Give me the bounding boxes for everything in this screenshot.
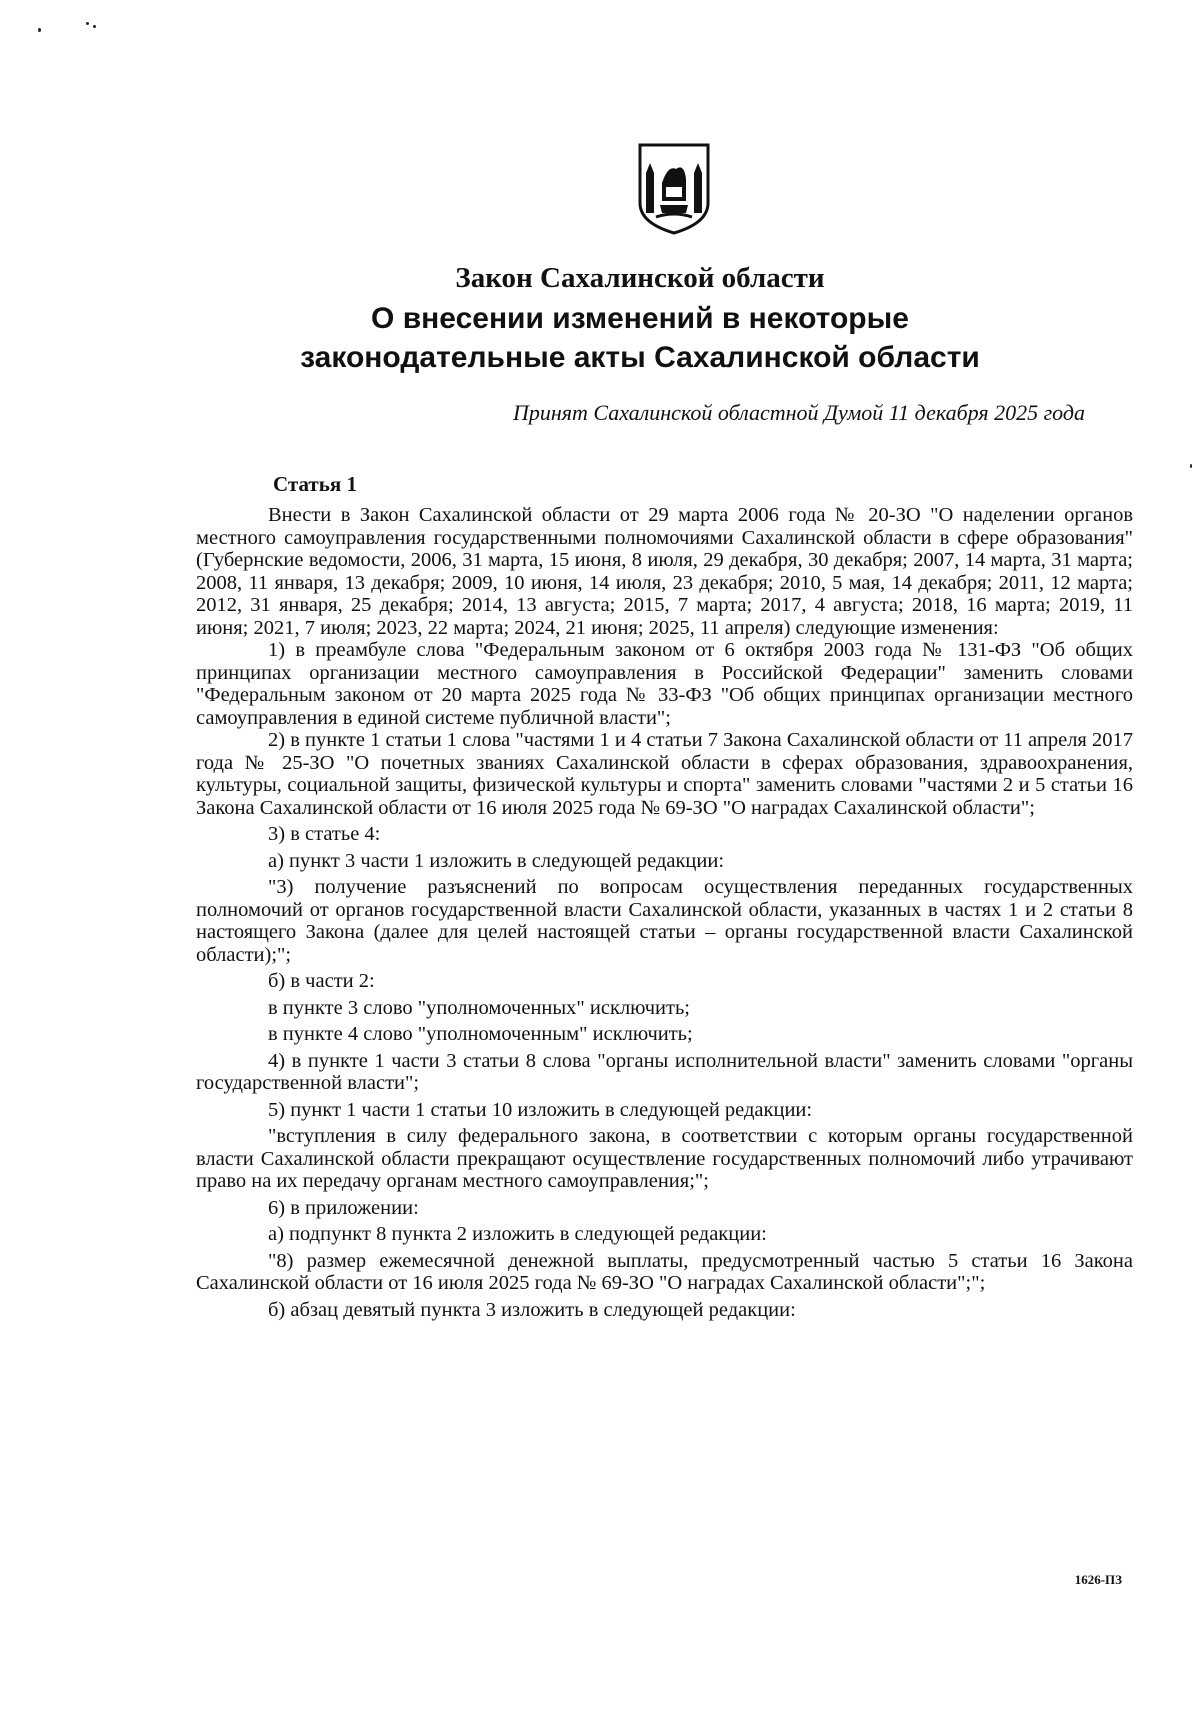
paragraph: в пункте 4 слово "уполномоченным" исключить;: [268, 1023, 693, 1045]
law-subtitle-line1: О внесении изменений в некоторые: [371, 302, 909, 335]
law-title: Закон Сахалинской области: [455, 262, 825, 294]
article-heading: Статья 1: [273, 472, 357, 496]
article-body: [196, 504, 1133, 1321]
paragraph: в пункте 3 слово "уполномоченных" исключить;: [268, 996, 691, 1019]
paragraph: "3) получение разъяснений по вопросам осуществления переданных государственных полномочий от органов государственной власти Сахалинской области, указанных в частях 1 и 2 статьи 8 настоящего Закона (далее для целей настоящей статьи – органы государственной власти Сахалинской области);";: [196, 876, 1133, 966]
paragraph: б) в части 2:: [268, 970, 375, 992]
paragraph: 6) в приложении:: [268, 1196, 419, 1219]
paragraph: 2) в пункте 1 статьи 1 слова "частями 1 и 4 статьи 7 Закона Сахалинской области от 11 апреля 2017 года № 25-ЗО "О почетных званиях Сахалинской области в сферах образования, здравоохранения, культуры, социальной защиты, физической культуры и спорта" заменить словами "частями 2 и 5 статьи 16 Закона Сахалинской области от 16 июля 2025 года № 69-ЗО "О наградах Сахалинской области";: [196, 729, 1133, 819]
paragraph: "8) размер ежемесячной денежной выплаты, предусмотренный частью 5 статьи 16 Закона Сахалинской области от 16 июля 2025 года № 69-ЗО "О наградах Сахалинской области";";: [196, 1249, 1133, 1294]
paragraph: б) абзац девятый пункта 3 изложить в следующей редакции:: [268, 1298, 796, 1321]
paragraph: а) пункт 3 части 1 изложить в следующей редакции:: [268, 849, 725, 872]
paragraph: 3) в статье 4:: [268, 823, 381, 845]
law-subtitle-line2: законодательные акты Сахалинской области: [300, 341, 980, 374]
scan-speck: [1190, 464, 1192, 468]
paragraph: Внести в Закон Сахалинской области от 29 марта 2006 года № 20-ЗО "О наделении органов местного самоуправления государственными полномочиями Сахалинской области в сфере образования" (Губернские ведомости, 2006, 31 марта, 15 июня, 8 июля, 29 декабря, 30 декабря; 2007, 14 марта, 31 марта; 2008, 11 января, 13 декабря; 2009, 10 июня, 14 июля, 23 декабря; 2010, 5 мая, 14 декабря; 2011, 12 марта; 2012, 31 января, 25 декабря; 2014, 13 августа; 2015, 7 марта; 2017, 4 августа; 2018, 16 марта; 2019, 11 июня; 2021, 7 июля; 2023, 22 марта; 2024, 21 июня; 2025, 11 апреля) следующие изменения:: [196, 504, 1133, 639]
scan-speck: [93, 25, 96, 28]
document-number: 1626-ПЗ: [1074, 1572, 1122, 1587]
paragraph: 4) в пункте 1 части 3 статьи 8 слова "органы исполнительной власти" заменить словами "органы государственной власти";: [196, 1049, 1133, 1094]
paragraph: а) подпункт 8 пункта 2 изложить в следующей редакции:: [268, 1223, 767, 1245]
sakhalin-coat-of-arms-icon: [636, 143, 712, 235]
adoption-note: Принят Сахалинской областной Думой 11 декабря 2025 года: [512, 400, 1085, 425]
paragraph: "вступления в силу федерального закона, в соответствии с которым органы государственной власти Сахалинской области прекращают осуществление государственных полномочий либо утрачивают право на их передачу органам местного самоуправления;";: [196, 1125, 1133, 1192]
scan-speck: [38, 28, 41, 32]
scan-speck: [86, 22, 89, 25]
paragraph: 5) пункт 1 части 1 статьи 10 изложить в следующей редакции:: [268, 1098, 813, 1121]
paragraph: 1) в преамбуле слова "Федеральным законом от 6 октября 2003 года № 131-ФЗ "Об общих принципах организации местного самоуправления в Российской Федерации" заменить словами "Федеральным законом от 20 марта 2025 года № 33-ФЗ "Об общих принципах организации местного самоуправления в единой системе публичной власти";: [196, 639, 1133, 729]
